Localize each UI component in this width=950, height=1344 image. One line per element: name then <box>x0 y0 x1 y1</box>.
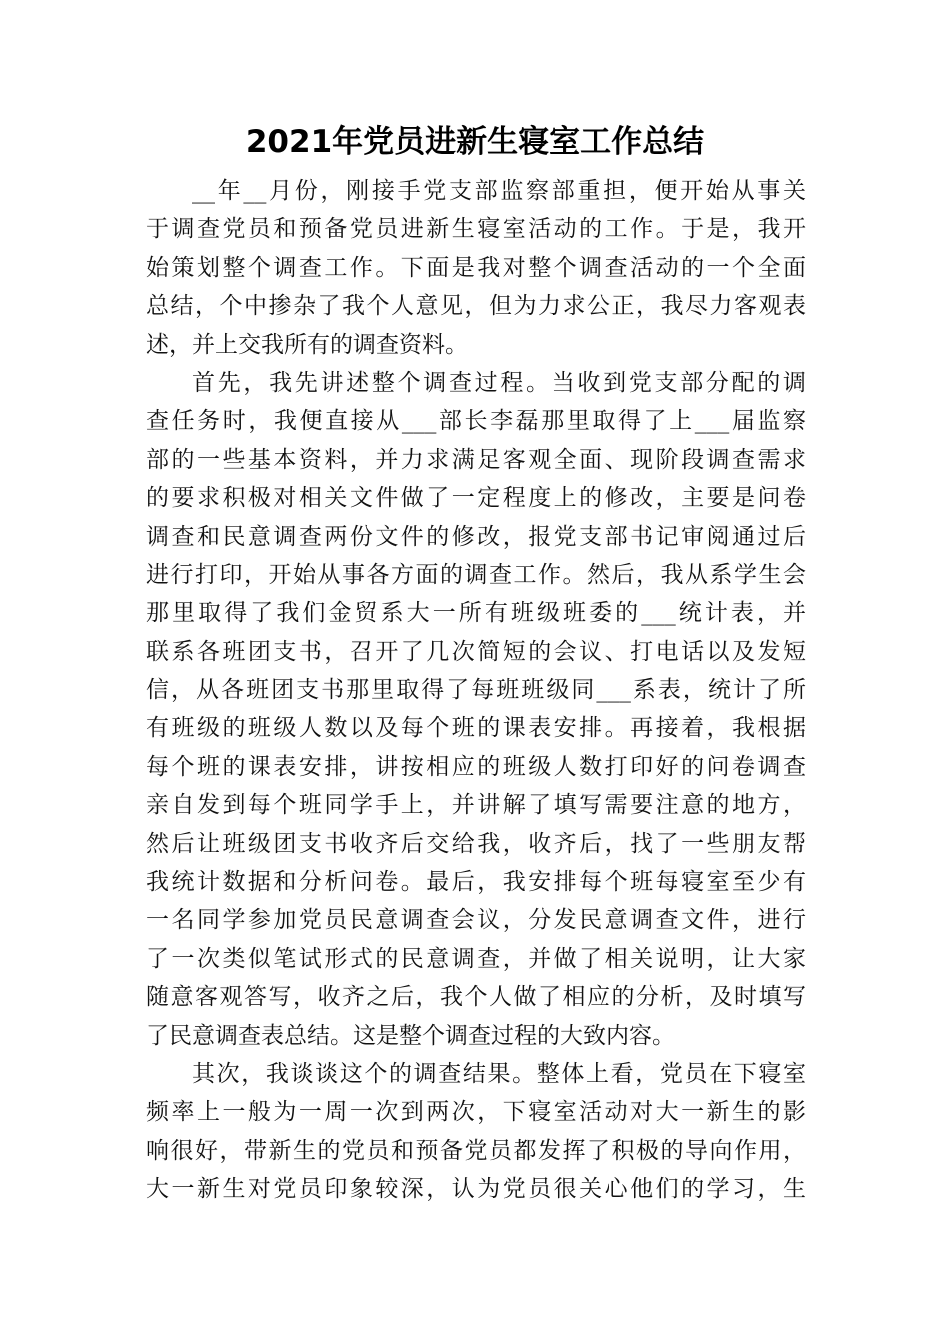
paragraph-2-line-14: 我统计数据和分析问卷。最后，我安排每个班每寝室至少有 <box>146 869 806 896</box>
paragraph-2-line-13: 然后让班级团支书收齐后交给我，收齐后，找了一些朋友帮 <box>146 830 806 857</box>
paragraph-2-line-6: 进行打印，开始从事各方面的调查工作。然后，我从系学生会 <box>146 561 806 588</box>
paragraph-3-line-3: 响很好，带新生的党员和预备党员都发挥了积极的导向作用， <box>146 1137 806 1164</box>
document-title: 2021年党员进新生寝室工作总结 <box>245 124 705 160</box>
paragraph-2-line-16: 了一次类似笔试形式的民意调查，并做了相关说明，让大家 <box>146 945 806 972</box>
paragraph-2-line-10: 有班级的班级人数以及每个班的课表安排。再接着，我根据 <box>146 715 806 742</box>
paragraph-1-line-3: 始策划整个调查工作。下面是我对整个调查活动的一个全面 <box>146 254 806 281</box>
paragraph-2-line-17: 随意客观答写，收齐之后，我个人做了相应的分析，及时填写 <box>146 984 806 1011</box>
paragraph-2-line-15: 一名同学参加党员民意调查会议，分发民意调查文件，进行 <box>146 907 806 934</box>
paragraph-1-line-2: 于调查党员和预备党员进新生寝室活动的工作。于是，我开 <box>146 216 806 243</box>
paragraph-2-line-4: 的要求积极对相关文件做了一定程度上的修改，主要是问卷 <box>146 485 806 512</box>
paragraph-1-line-4: 总结，个中掺杂了我个人意见，但为力求公正，我尽力客观表 <box>146 293 806 320</box>
paragraph-2-line-11: 每个班的课表安排，讲按相应的班级人数打印好的问卷调查 <box>146 753 806 780</box>
paragraph-3-line-2: 频率上一般为一周一次到两次，下寝室活动对大一新生的影 <box>146 1099 806 1126</box>
paragraph-2-line-2: 查任务时，我便直接从___部长李磊那里取得了上___届监察 <box>146 408 806 435</box>
paragraph-2-line-9: 信，从各班团支书那里取得了每班班级同___系表，统计了所 <box>146 677 806 704</box>
paragraph-2-line-12: 亲自发到每个班同学手上，并讲解了填写需要注意的地方， <box>146 792 806 819</box>
paragraph-2-line-1: 首先，我先讲述整个调查过程。当收到党支部分配的调 <box>192 369 806 396</box>
paragraph-2-line-5: 调查和民意调查两份文件的修改，报党支部书记审阅通过后 <box>146 523 806 550</box>
document-body <box>146 172 806 1209</box>
paragraph-1-line-5: 述，并上交我所有的调查资料。 <box>146 331 468 358</box>
paragraph-1-line-1: __年__月份，刚接手党支部监察部重担，便开始从事关 <box>192 178 806 204</box>
paragraph-2-line-8: 联系各班团支书，召开了几次简短的会议、打电话以及发短 <box>146 638 806 665</box>
paragraph-3-line-4: 大一新生对党员印象较深，认为党员很关心他们的学习，生 <box>146 1176 806 1203</box>
paragraph-2-line-7: 那里取得了我们金贸系大一所有班级班委的___统计表，并 <box>146 600 806 627</box>
paragraph-2-line-18: 了民意调查表总结。这是整个调查过程的大致内容。 <box>146 1022 675 1049</box>
paragraph-2-line-3: 部的一些基本资料，并力求满足客观全面、现阶段调查需求 <box>146 446 806 473</box>
paragraph-3-line-1: 其次，我谈谈这个的调查结果。整体上看，党员在下寝室 <box>192 1060 806 1087</box>
